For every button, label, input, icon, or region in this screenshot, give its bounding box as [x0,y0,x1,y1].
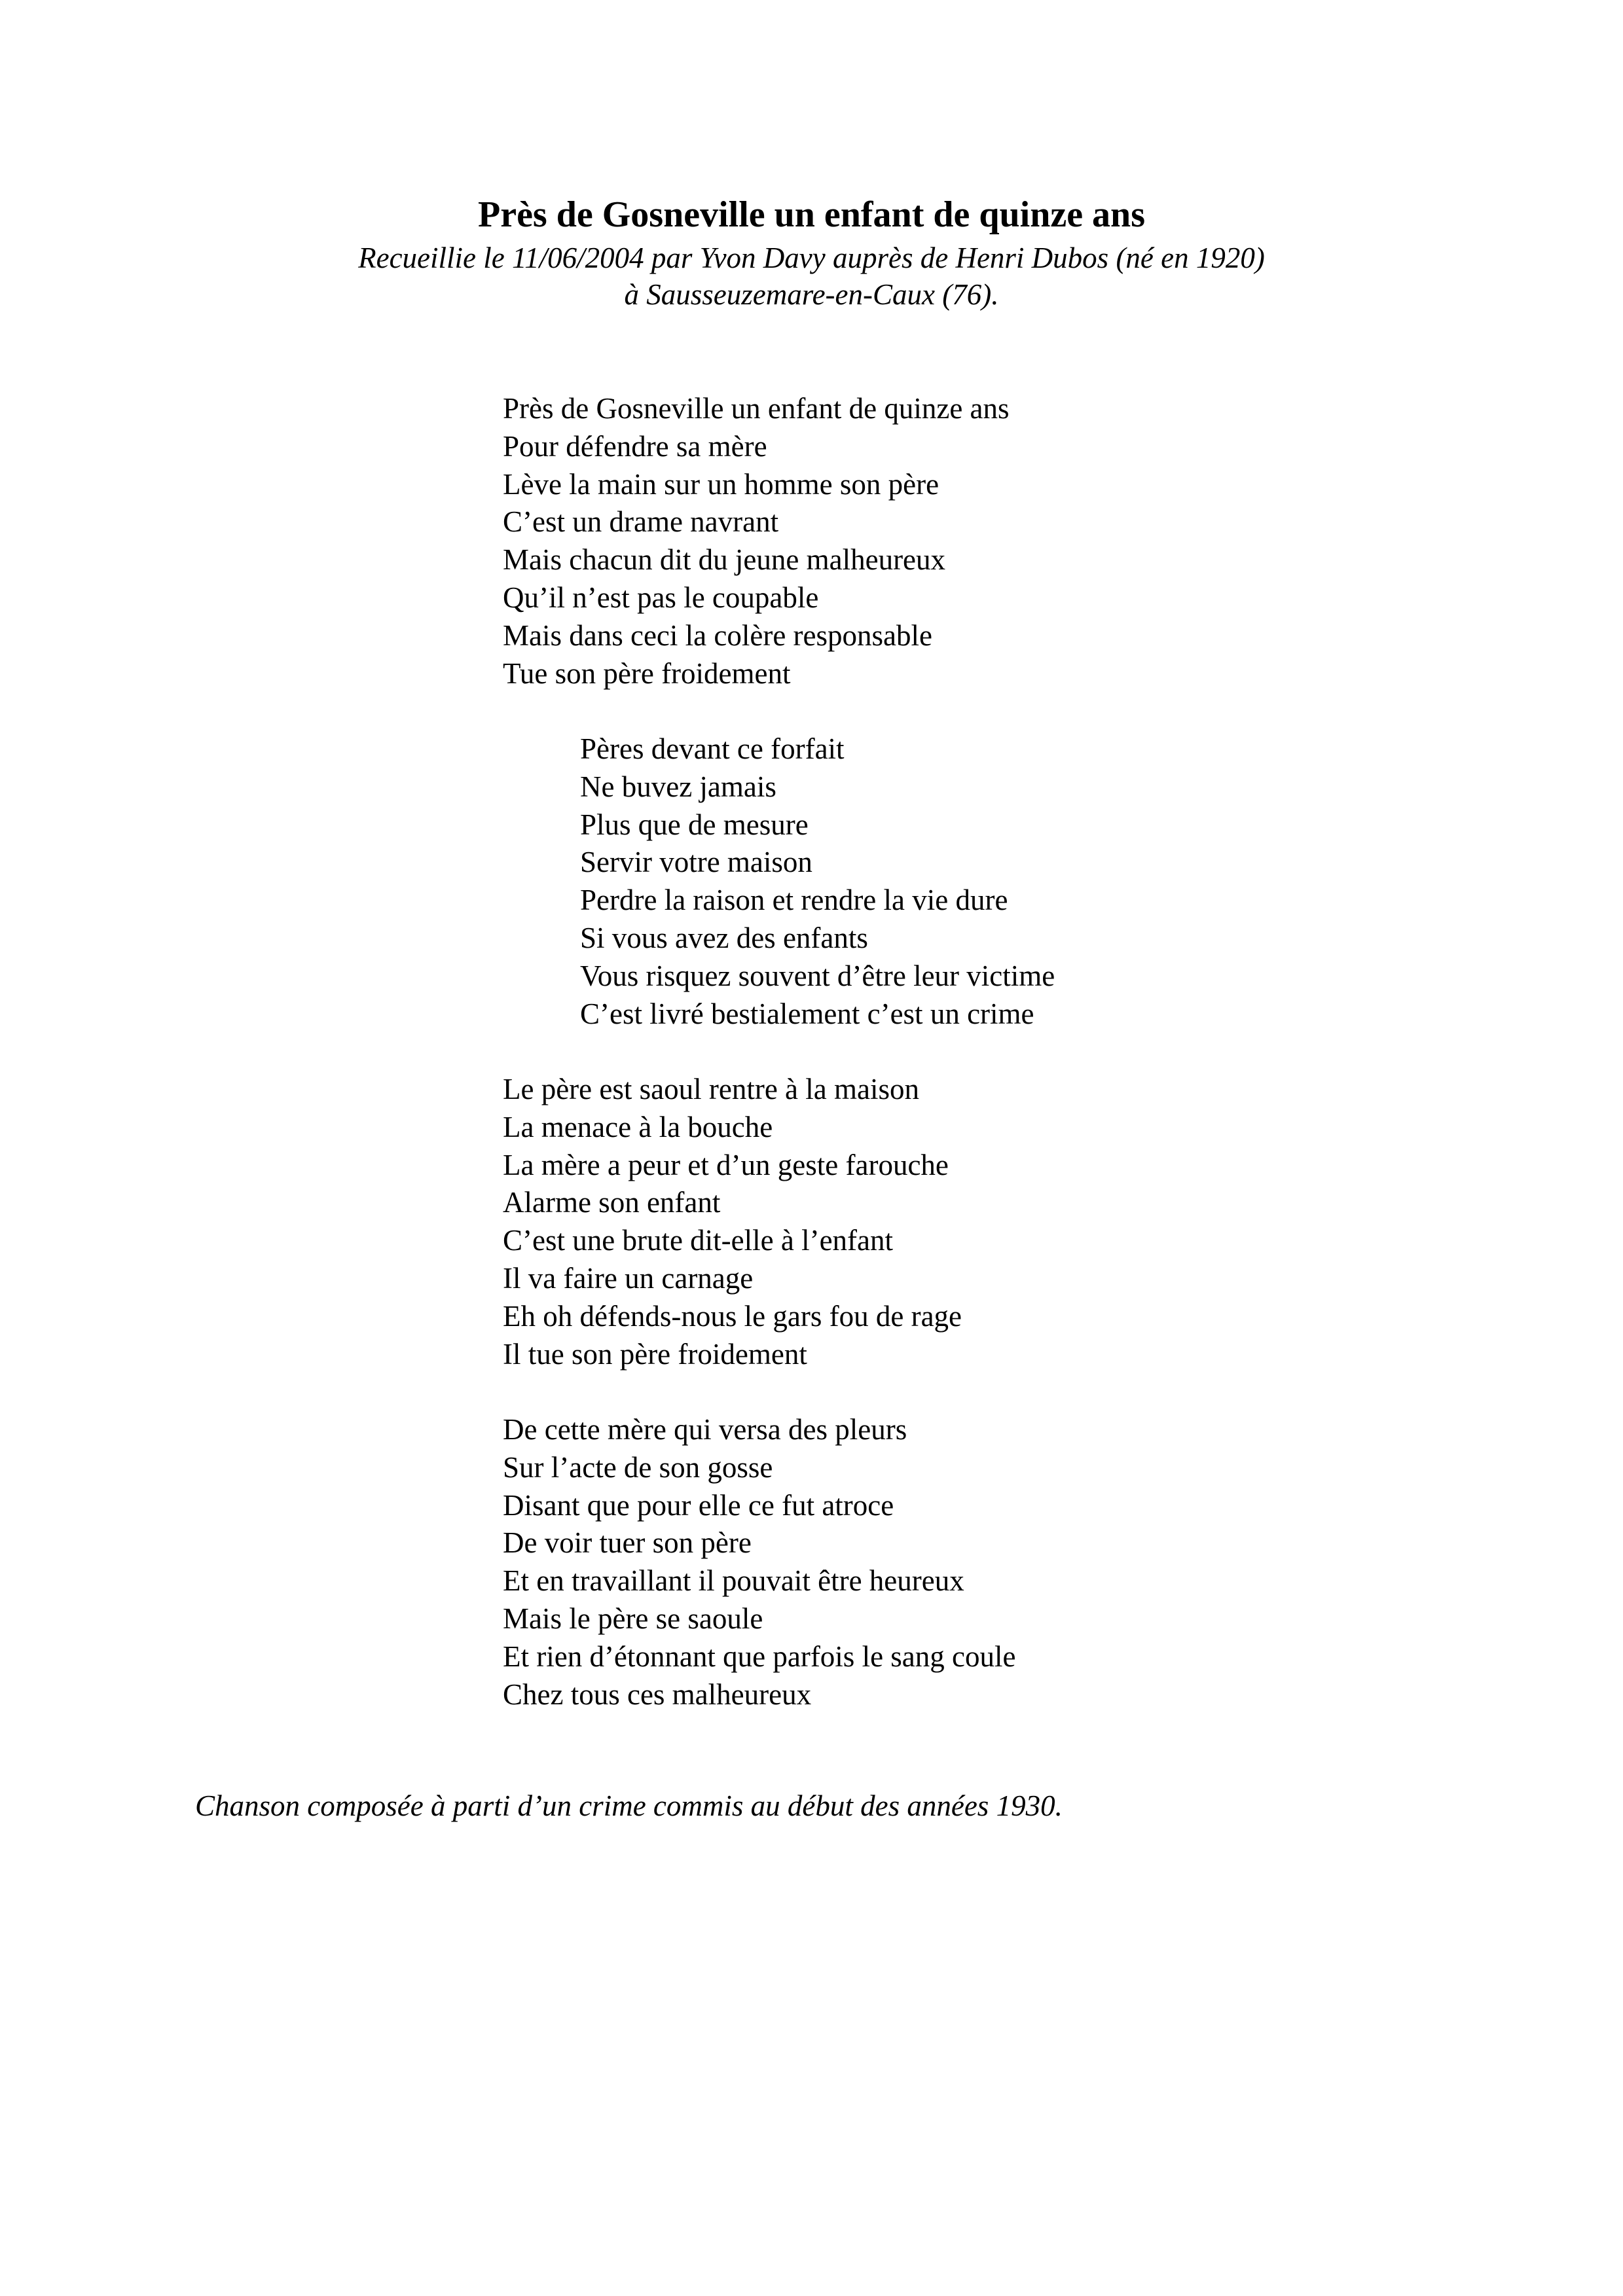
verse-line: Chez tous ces malheureux [503,1677,812,1711]
source-line-1: Recueillie le 11/06/2004 par Yvon Davy auprès de Henri Dubos (né en 1920) [358,242,1265,274]
verse-line: Sur l’acte de son gosse [503,1450,773,1484]
verse-line: Alarme son enfant [503,1186,721,1219]
source-attribution [0,240,1623,313]
footnote: Chanson composée à parti d’un crime commis au début des années 1930. [195,1789,1063,1822]
verse-line: La menace à la bouche [503,1110,773,1143]
verse-line: Mais dans ceci la colère responsable [503,619,932,652]
verse-line: Mais le père se saoule [503,1602,763,1635]
verse-line: Tue son père froidement [503,656,791,690]
verse-line: De voir tuer son père [503,1526,752,1560]
refrain-line: Si vous avez des enfants [580,921,868,954]
verse-3 [503,1411,1015,1713]
refrain [580,730,1055,1033]
refrain-line: Servir votre maison [580,846,812,879]
verse-line: Qu’il n’est pas le coupable [503,581,819,614]
verse-line: De cette mère qui versa des pleurs [503,1413,907,1446]
verse-line: Pour défendre sa mère [503,429,767,463]
verse-line: Disant que pour elle ce fut atroce [503,1488,894,1522]
verse-line: Près de Gosneville un enfant de quinze ans [503,392,1010,425]
verse-line: C’est un drame navrant [503,505,779,539]
verse-2 [503,1071,962,1373]
refrain-line: Ne buvez jamais [580,770,776,803]
refrain-line: C’est livré bestialement c’est un crime [580,997,1034,1030]
refrain-line: Perdre la raison et rendre la vie dure [580,884,1008,917]
verse-line: Le père est saoul rentre à la maison [503,1073,919,1105]
verse-line: La mère a peur et d’un geste farouche [503,1148,949,1181]
verse-line: Il va faire un carnage [503,1261,754,1295]
verse-line: Lève la main sur un homme son père [503,467,939,501]
verse-line: Et en travaillant il pouvait être heureux [503,1564,964,1598]
refrain-line: Vous risquez souvent d’être leur victime [580,959,1055,992]
source-line-2: à Sausseuzemare-en-Caux (76). [624,278,999,311]
refrain-line: Pères devant ce forfait [580,732,845,765]
verse-line: C’est une brute dit-elle à l’enfant [503,1224,894,1257]
verse-line: Et rien d’étonnant que parfois le sang coule [503,1640,1016,1673]
verse-1 [503,390,1010,692]
page-title: Près de Gosneville un enfant de quinze ans [478,194,1145,235]
verse-line: Eh oh défends-nous le gars fou de rage [503,1299,962,1333]
refrain-line: Plus que de mesure [580,808,809,841]
verse-line: Mais chacun dit du jeune malheureux [503,543,946,577]
verse-line: Il tue son père froidement [503,1337,807,1371]
